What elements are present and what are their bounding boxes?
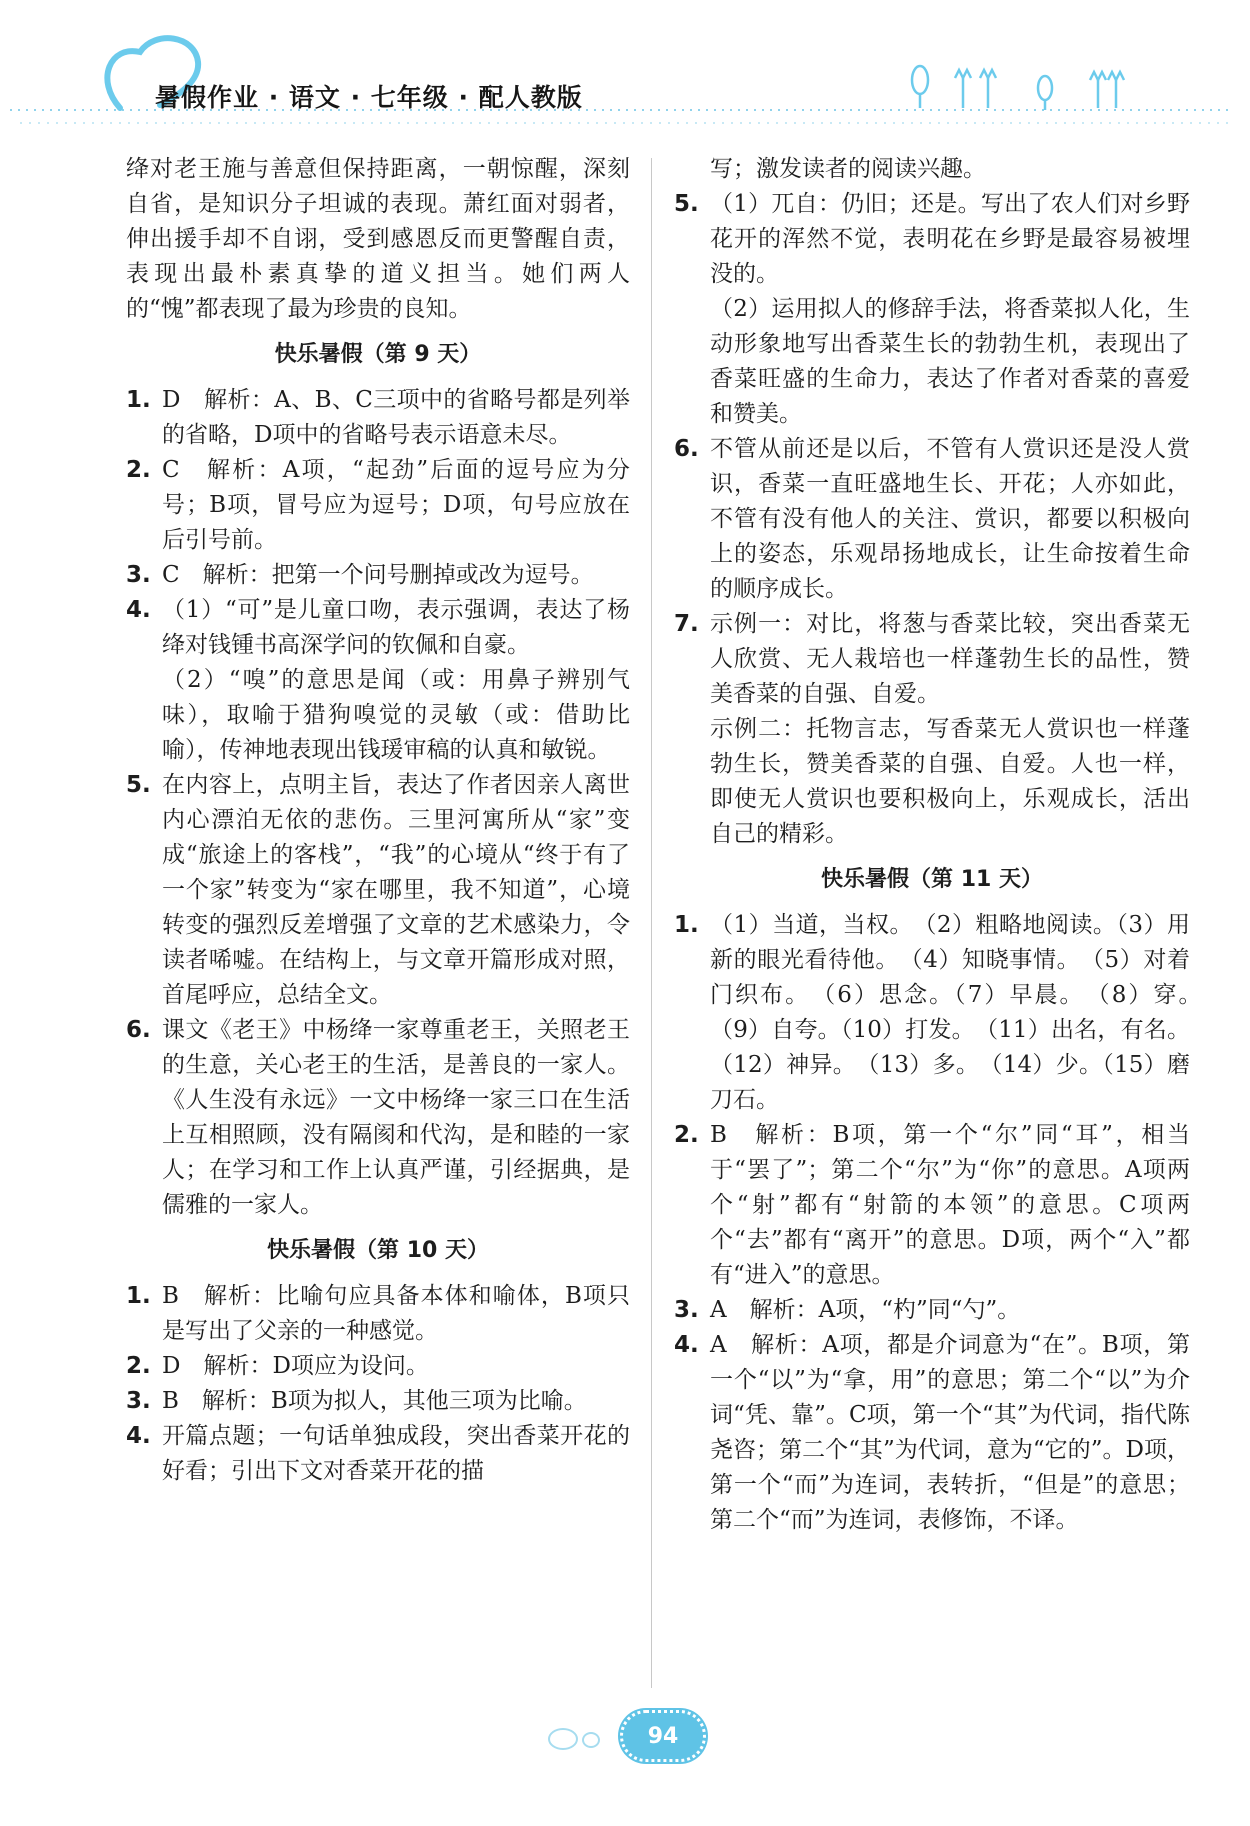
answer-item: 4. 开篇点题；一句话单独成段，突出香菜开花的好看；引出下文对香菜开花的描: [126, 1423, 630, 1484]
continuation-text: 写；激发读者的阅读兴趣。: [710, 156, 986, 182]
answer-item: 3. A 解析：A项，“杓”同“勺”。: [674, 1297, 1021, 1323]
answer-item: 4. A 解析：A项，都是介词意为“在”。B项，第一个“以”为“拿，用”的意思；第二个“以”为介词“凭、靠”。C项，第一个“其”为代词，指代陈尧咨；第二个“其”为代词，意为“它的”。D项，第一个“而”为连词，表转折，“但是”的意思；第二个“而”为连词，表修饰，不译。: [674, 1332, 1190, 1533]
page-header: [0, 0, 1250, 150]
book-title: 暑假作业 · 语文 · 七年级 · 配人教版: [155, 83, 583, 112]
answer-item: 7. 示例一：对比，将葱与香菜比较，突出香菜无人欣赏、无人栽培也一样蓬勃生长的品性，赞美香菜的自强、自爱。: [674, 611, 1190, 707]
answer-item: 2. B 解析：B项，第一个“尔”同“耳”，相当于“罢了”；第二个“尔”为“你”的意思。A项两个“射”都有“射箭的本领”的意思。C项两个“去”都有“离开”的意思。D项，两个“入”都有“进入”的意思。: [674, 1122, 1190, 1288]
day9-answers: [126, 383, 630, 1223]
page-number: 94: [620, 1710, 706, 1762]
header-decoration: [0, 0, 1250, 150]
section-title-day11: 快乐暑假（第 11 天）: [821, 867, 1043, 892]
answer-item: 1. B 解析：比喻句应具备本体和喻体，B项只是写出了父亲的一种感觉。: [126, 1283, 630, 1344]
day10-answers-continued: [674, 187, 1190, 852]
answer-item: （2）“嗅”的意思是闻（或：用鼻子辨别气味），取喻于猎狗嗅觉的灵敏（或：借助比喻），传神地表现出钱瑗审稿的认真和敏锐。: [162, 667, 630, 763]
answer-item: 2. C 解析：A项，“起劲”后面的逗号应为分号；B项，冒号应为逗号；D项，句号应放在后引号前。: [126, 457, 630, 553]
day11-answers: [674, 908, 1213, 1538]
page-number-badge: [620, 1710, 706, 1762]
answer-item: 6. 不管从前还是以后，不管有人赏识还是没人赏识，香菜一直旺盛地生长、开花；人亦如此，不管有没有他人的关注、赏识，都要以积极向上的姿态，乐观昂扬地成长，让生命按着生命的顺序成长。: [674, 436, 1190, 602]
answer-item: 1. （1）当道，当权。 （2）粗略地阅读。（3）用新的眼光看待他。 （4）知晓事情。 （5）对着门织布。 （6）思念。（7）早晨。 （8）穿。 （9）自夸。（10）打发。 （11）出名，有名。（12）神异。 （13）多。 （14）少。（15）磨刀石。: [674, 912, 1213, 1113]
answer-item: 5. 在内容上，点明主旨，表达了作者因亲人离世内心漂泊无依的悲伤。三里河寓所从“家”变成“旅途上的客栈”，“我”的心境从“终于有了一个家”转变为“家在哪里，我不知道”，心境转变的强烈反差增强了文章的艺术感染力，令读者唏嘘。在结构上，与文章开篇形成对照，首尾呼应，总结全文。: [126, 772, 630, 1008]
answer-item: 2. D 解析：D项应为设问。: [126, 1353, 429, 1379]
left-column: [126, 152, 630, 1489]
right-column: [674, 152, 1213, 1538]
answer-item: 4. （1）“可”是儿童口吻，表示强调，表达了杨绛对钱锺书高深学问的钦佩和自豪。: [126, 597, 630, 658]
decor-bubble: [548, 1728, 578, 1750]
intro-paragraph: 绛对老王施与善意但保持距离，一朝惊醒，深刻自省，是知识分子坦诚的表现。萧红面对弱者，伸出援手却不自诩，受到感恩反而更警醒自责，表现出最朴素真挚的道义担当。她们两人的“愧”都表现了最为珍贵的良知。: [126, 156, 630, 322]
column-divider: [651, 158, 652, 1688]
answer-item: 3. C 解析：把第一个问号删掉或改为逗号。: [126, 562, 594, 588]
section-title-day10: 快乐暑假（第 10 天）: [267, 1238, 489, 1263]
section-title-day9: 快乐暑假（第 9 天）: [274, 342, 482, 367]
answer-item: 3. B 解析：B项为拟人，其他三项为比喻。: [126, 1388, 587, 1414]
day10-answers: [126, 1279, 630, 1489]
answer-item: 示例二：托物言志，写香菜无人赏识也一样蓬勃生长，赞美香菜的自强、自爱。人也一样，即使无人赏识也要积极向上，乐观成长，活出自己的精彩。: [710, 716, 1190, 847]
answer-item: 6. 课文《老王》中杨绛一家尊重老王，关照老王的生意，关心老王的生活，是善良的一家人。《人生没有永远》一文中杨绛一家三口在生活上互相照顾，没有隔阂和代沟，是和睦的一家人；在学习和工作上认真严谨，引经据典，是儒雅的一家人。: [126, 1017, 630, 1218]
decor-bubble: [582, 1732, 600, 1748]
answer-item: 5. （1）兀自：仍旧；还是。写出了农人们对乡野花开的浑然不觉，表明花在乡野是最容易被埋没的。: [674, 191, 1190, 287]
flower-icons: [912, 66, 1124, 110]
answer-item: （2）运用拟人的修辞手法，将香菜拟人化，生动形象地写出香菜生长的勃勃生机，表现出了香菜旺盛的生命力，表达了作者对香菜的喜爱和赞美。: [710, 296, 1190, 427]
answer-item: 1. D 解析：A、B、C三项中的省略号都是列举的省略，D项中的省略号表示语意未尽。: [126, 387, 630, 448]
